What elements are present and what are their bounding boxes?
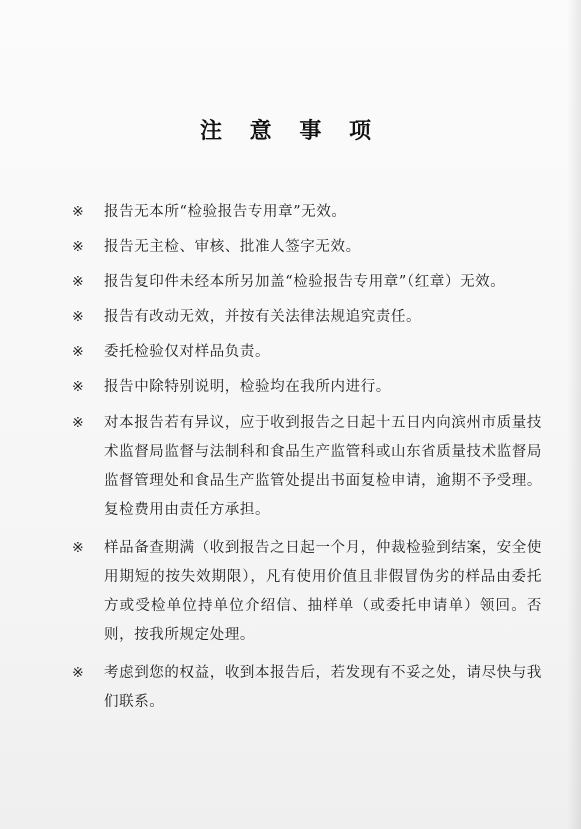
page-title: 注 意 事 项 (200, 118, 381, 144)
note-text: 报告中除特别说明，检验均在我所内进行。 (104, 379, 391, 395)
note-item (72, 304, 542, 330)
note-item (72, 534, 542, 650)
note-text: 报告无主检、审核、批准人签字无效。 (104, 239, 361, 255)
reference-mark-icon: ※ (72, 239, 85, 255)
reference-mark-icon: ※ (72, 344, 85, 360)
note-text: 报告有改动无效，并按有关法律法规追究责任。 (104, 309, 422, 325)
note-text: 考虑到您的权益，收到本报告后，若发现有不妥之处，请尽快与我们联系。 (104, 665, 542, 710)
note-text: 委托检验仅对样品负责。 (104, 344, 271, 360)
reference-mark-icon: ※ (72, 540, 85, 556)
reference-mark-icon: ※ (72, 415, 85, 431)
note-item (72, 199, 542, 225)
reference-mark-icon: ※ (72, 204, 85, 220)
note-text: 样品备查期满（收到报告之日起一个月，仲裁检验到结案，安全使用期短的按失效期限），凡有使用价值且非假冒伪劣的样品由委托方或受检单位持单位介绍信、抽样单（或委托申请单）领回。否则，按我所规定处理。 (104, 540, 542, 643)
note-text: 对本报告若有异议，应于收到报告之日起十五日内向滨州市质量技术监督局监督与法制科和食品生产监管科或山东省质量技术监督局监督管理处和食品生产监管处提出书面复检申请，逾期不予受理。复检费用由责任方承担。 (104, 415, 542, 518)
reference-mark-icon: ※ (72, 274, 85, 290)
note-item (72, 269, 542, 295)
notes-list (72, 199, 542, 726)
reference-mark-icon: ※ (72, 379, 85, 395)
note-text: 报告复印件未经本所另加盖“检验报告专用章”（红章）无效。 (104, 274, 506, 290)
note-item (72, 339, 542, 365)
note-item (72, 234, 542, 260)
reference-mark-icon: ※ (72, 665, 85, 681)
note-item (72, 409, 542, 525)
note-item (72, 374, 542, 400)
reference-mark-icon: ※ (72, 309, 85, 325)
note-item (72, 659, 542, 717)
note-text: 报告无本所“检验报告专用章”无效。 (104, 204, 347, 220)
